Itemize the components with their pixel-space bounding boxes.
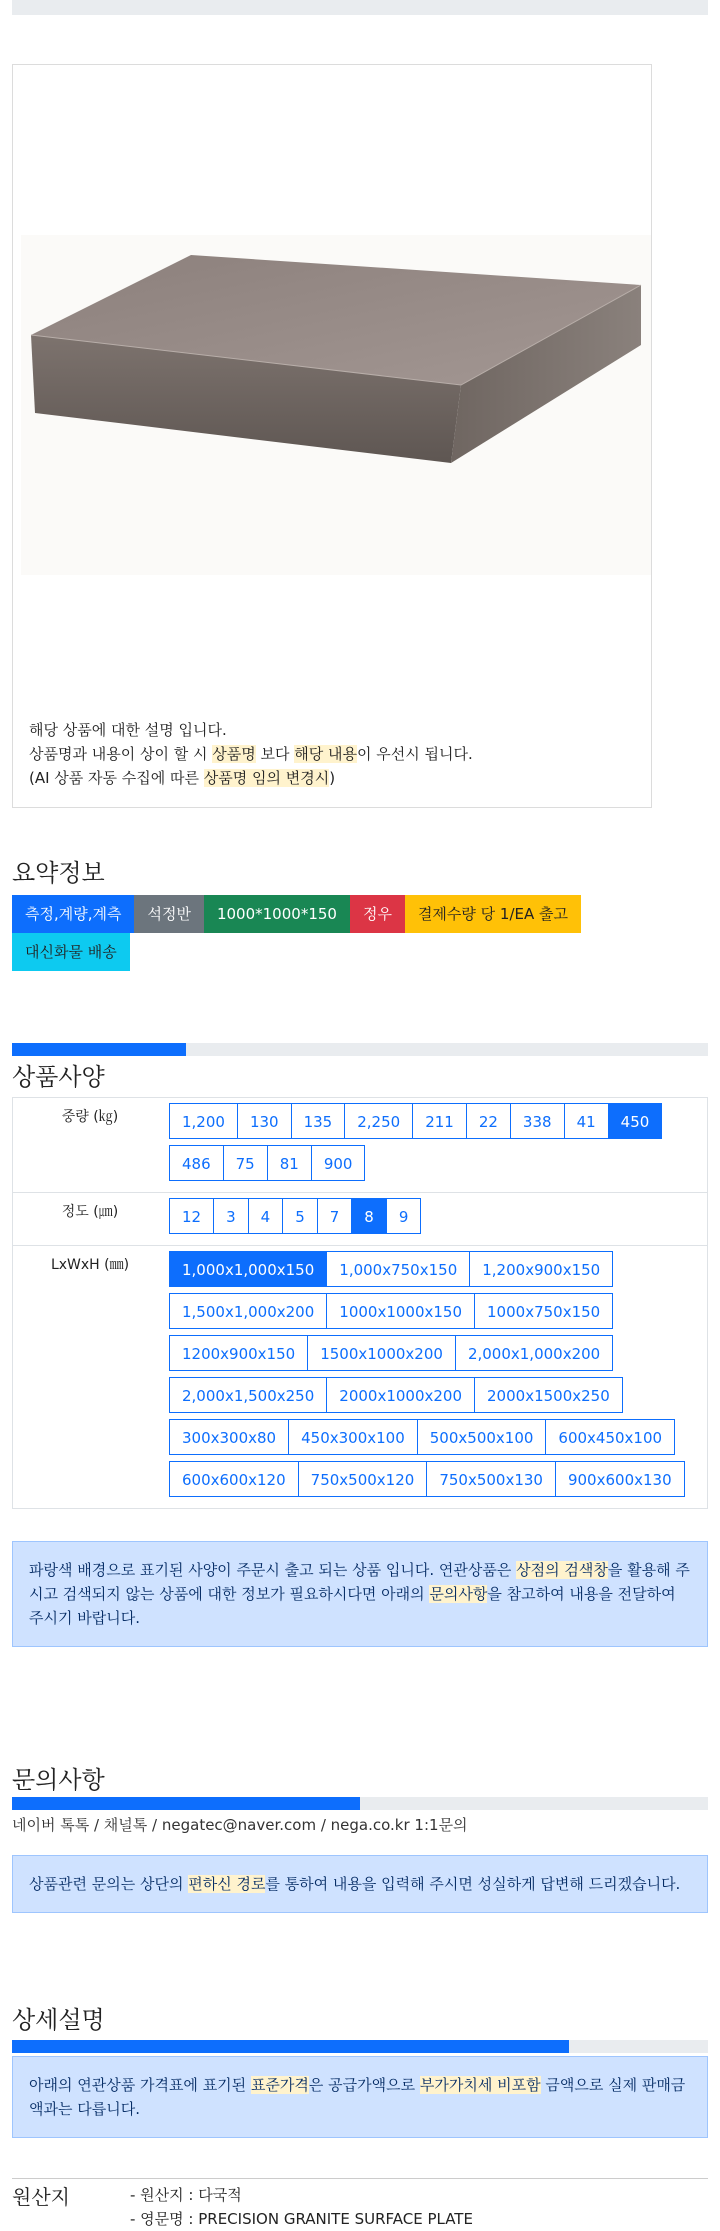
inquiry-title: 문의사항 — [12, 1766, 105, 1794]
weight-option[interactable]: 211 — [412, 1103, 467, 1139]
origin-country: - 원산지 : 다국적 — [130, 2186, 242, 2204]
grade-option[interactable]: 7 — [317, 1198, 353, 1234]
origin-label: 원산지 — [12, 2185, 70, 2209]
inquiry-notice: 상품관련 문의는 상단의 편하신 경로를 통하여 내용을 입력해 주시면 성실하게 답변해 드리겠습니다. — [12, 1855, 708, 1913]
size-option[interactable]: 750x500x120 — [298, 1461, 428, 1497]
size-option[interactable]: 900x600x130 — [555, 1461, 685, 1497]
size-option[interactable]: 1,000x750x150 — [326, 1251, 470, 1287]
detail-progress-fill — [12, 2040, 569, 2053]
spec-table — [12, 1097, 708, 1509]
weight-option[interactable]: 900 — [311, 1145, 366, 1181]
grade-option[interactable]: 12 — [169, 1198, 214, 1234]
grade-option[interactable]: 4 — [248, 1198, 284, 1234]
size-option[interactable]: 750x500x130 — [426, 1461, 556, 1497]
weight-option[interactable]: 1,200 — [169, 1103, 238, 1139]
size-option[interactable]: 2000x1500x250 — [474, 1377, 623, 1413]
spec-row-size — [13, 1246, 707, 1508]
grade-options — [167, 1193, 707, 1245]
tag-shipping: 대신화물 배송 — [12, 933, 130, 971]
size-option[interactable]: 1000x750x150 — [474, 1293, 613, 1329]
spec-progress-fill — [12, 1043, 186, 1056]
size-option[interactable]: 450x300x100 — [288, 1419, 418, 1455]
weight-option[interactable]: 22 — [466, 1103, 511, 1139]
highlight-text: 문의사항 — [429, 1585, 488, 1603]
weight-options — [167, 1098, 707, 1192]
size-option[interactable]: 1200x900x150 — [169, 1335, 308, 1371]
weight-option[interactable]: 41 — [564, 1103, 609, 1139]
summary-tags — [12, 895, 652, 971]
weight-option[interactable]: 135 — [291, 1103, 346, 1139]
spec-label-size: LxWxH (㎜) — [50, 1257, 130, 1273]
highlight-text: 상품명 임의 변경시 — [203, 769, 330, 787]
spec-title: 상품사양 — [12, 1063, 105, 1091]
grade-option[interactable]: 3 — [213, 1198, 249, 1234]
spec-notice: 파랑색 배경으로 표기된 사양이 주문시 출고 되는 상품 입니다. 연관상품은 상점의 검색창을 활용해 주시고 검색되지 않는 상품에 대한 정보가 필요하시다면 아래의 문의사항을 참고하여 내용을 전달하여 주시기 바랍니다. — [12, 1541, 708, 1647]
inquiry-progress-fill — [12, 1797, 360, 1810]
size-option[interactable]: 300x300x80 — [169, 1419, 289, 1455]
weight-option[interactable]: 2,250 — [344, 1103, 413, 1139]
weight-option[interactable]: 338 — [510, 1103, 565, 1139]
tag-category: 측정,계량,계측 — [12, 895, 134, 933]
tag-product-type: 석정반 — [134, 895, 203, 933]
detail-notice: 아래의 연관상품 가격표에 표기된 표준가격은 공급가액으로 부가가치세 비포함 금액으로 실제 판매금액과는 다릅니다. — [12, 2056, 708, 2138]
summary-title: 요약정보 — [12, 859, 105, 887]
spec-label-grade: 정도 (㎛) — [61, 1204, 119, 1220]
size-option[interactable]: 1,500x1,000x200 — [169, 1293, 327, 1329]
spec-label-weight: 중량 (㎏) — [61, 1109, 119, 1125]
size-option[interactable]: 600x600x120 — [169, 1461, 299, 1497]
origin-english-name: - 영문명 : PRECISION GRANITE SURFACE PLATE — [130, 2210, 473, 2228]
size-options — [167, 1246, 707, 1508]
highlight-text: 편하신 경로 — [188, 1875, 266, 1893]
tag-size: 1000*1000*150 — [204, 895, 350, 933]
highlight-text: 부가가치세 비포함 — [419, 2076, 541, 2094]
weight-option[interactable]: 75 — [223, 1145, 268, 1181]
weight-option[interactable]: 486 — [169, 1145, 224, 1181]
top-bar — [12, 0, 708, 15]
tag-maker: 정우 — [350, 895, 405, 933]
tag-quantity: 결제수량 당 1/EA 출고 — [405, 895, 581, 933]
size-option[interactable]: 2,000x1,000x200 — [455, 1335, 613, 1371]
size-option[interactable]: 600x450x100 — [545, 1419, 675, 1455]
product-description: 해당 상품에 대한 설명 입니다. 상품명과 내용이 상이 할 시 상품명 보다 해당 내용이 우선시 됩니다. (AI 상품 자동 수집에 따른 상품명 임의 변경시) — [29, 721, 473, 787]
size-option[interactable]: 1,000x1,000x150 — [169, 1251, 327, 1287]
size-option[interactable]: 1000x1000x150 — [326, 1293, 475, 1329]
weight-option[interactable]: 450 — [608, 1103, 663, 1139]
granite-plate-image — [21, 235, 651, 575]
spec-row-grade — [13, 1193, 707, 1246]
spec-row-weight — [13, 1098, 707, 1193]
size-option[interactable]: 500x500x100 — [417, 1419, 547, 1455]
origin-values — [130, 2183, 708, 2231]
highlight-text: 해당 내용 — [294, 745, 357, 763]
spec-progress-bar — [12, 1043, 708, 1056]
highlight-text: 표준가격 — [250, 2076, 309, 2094]
detail-progress-bar — [12, 2040, 708, 2053]
size-option[interactable]: 2,000x1,500x250 — [169, 1377, 327, 1413]
highlight-text: 상점의 검색창 — [516, 1561, 608, 1579]
detail-title: 상세설명 — [12, 2006, 105, 2034]
weight-option[interactable]: 130 — [237, 1103, 292, 1139]
contact-channels: 네이버 톡톡 / 채널톡 / negatec@naver.com / nega.co.kr 1:1문의 — [12, 1816, 468, 1834]
inquiry-progress-bar — [12, 1797, 708, 1810]
size-option[interactable]: 1,200x900x150 — [469, 1251, 613, 1287]
weight-option[interactable]: 81 — [267, 1145, 312, 1181]
size-option[interactable]: 1500x1000x200 — [307, 1335, 456, 1371]
grade-option[interactable]: 9 — [386, 1198, 422, 1234]
size-option[interactable]: 2000x1000x200 — [326, 1377, 475, 1413]
origin-section — [12, 2178, 708, 2231]
grade-option[interactable]: 5 — [282, 1198, 318, 1234]
grade-option[interactable]: 8 — [351, 1198, 387, 1234]
product-image-box — [12, 64, 652, 808]
highlight-text: 상품명 — [212, 745, 256, 763]
